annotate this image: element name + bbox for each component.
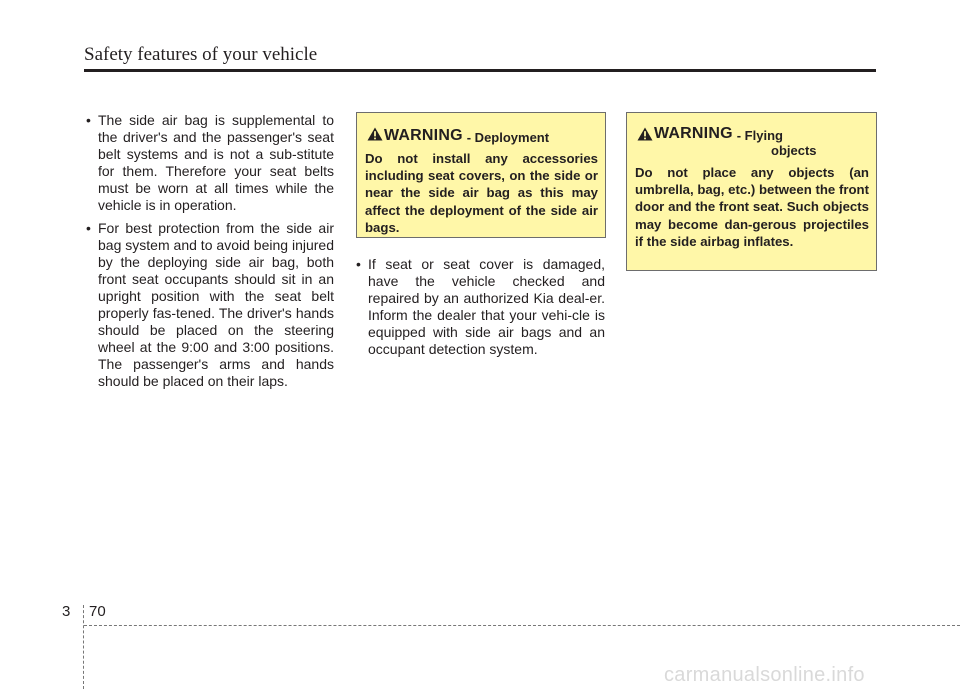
page-header-title: Safety features of your vehicle (84, 44, 318, 65)
warning-subtitle: - Deployment (466, 130, 550, 145)
bullet-dot: • (86, 112, 91, 128)
bullet-dot: • (86, 220, 91, 236)
bullet-text: For best protection from the side air bag system and to avoid being injured by the deploying side air bag, both front seat occupants should sit in an upright position with the seat belt properly fas-tened. The driver's hands should be placed on the steering wheel at the 9:00 and 3:00 positions. The passenger's arms and hands should be placed on their laps. (98, 220, 334, 389)
section-number: 3 (62, 603, 71, 620)
warning-triangle-icon (367, 127, 383, 141)
bullet-text: The side air bag is supplemental to the driver's and the passenger's seat belt systems and is not a sub-stitute for them. Therefore your seat belts must be worn at all times while the vehicle is in operation. (98, 112, 334, 213)
bullet-text: If seat or seat cover is damaged, have the vehicle checked and repaired by an authorized Kia deal-er. Inform the dealer that your vehi-cle is equipped with side air bags and an occupant detection system. (368, 256, 605, 357)
warning-subtitle: - Flying (736, 128, 783, 143)
bullet-item (86, 220, 334, 390)
warning-box-deployment (356, 112, 606, 238)
warning-triangle-icon (637, 127, 653, 141)
bullet-dot: • (356, 256, 361, 272)
warning-subtitle-line2: objects (771, 143, 817, 158)
footer-divider (83, 605, 84, 689)
bullet-item (86, 112, 334, 214)
warning-word: WARNING (654, 125, 733, 142)
bullet-item (356, 256, 605, 358)
page-number: 70 (89, 603, 106, 620)
warning-box-flying-objects (626, 112, 877, 271)
footer-rule (84, 625, 960, 626)
warning-word: WARNING (384, 127, 463, 144)
middle-column (356, 256, 605, 364)
warning-header (365, 119, 598, 145)
left-column (86, 112, 334, 396)
warning-body: Do not place any objects (an umbrella, bag, etc.) between the front door and the front seat. Such objects may become dan-gerous projectiles if the side airbag inflates. (635, 165, 869, 249)
warning-body: Do not install any accessories including seat covers, on the side or near the side air bag as this may affect the deployment of the side air bags. (365, 151, 598, 235)
warning-header (635, 119, 869, 143)
watermark: carmanualsonline.info (664, 664, 865, 686)
header-rule (84, 69, 876, 72)
